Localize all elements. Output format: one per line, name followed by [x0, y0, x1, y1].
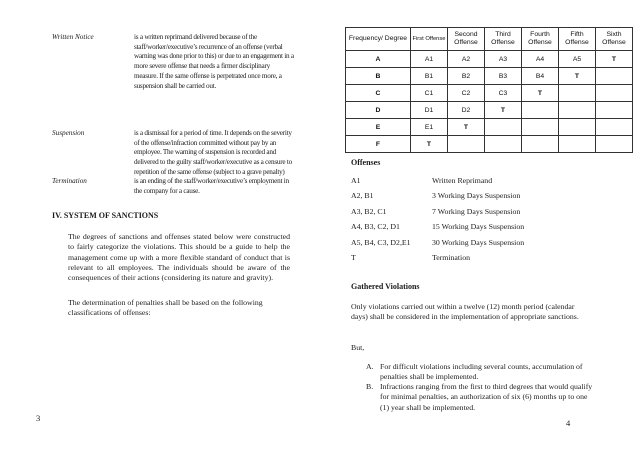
- offense-penalty: 30 Working Days Suspension: [432, 238, 525, 247]
- table-cell: A4: [522, 51, 559, 68]
- table-header-cell: Fifth Offense: [559, 28, 596, 51]
- table-header-cell: Fourth Offense: [522, 28, 559, 51]
- table-header-cell: Frequency/ Degree: [346, 28, 411, 51]
- table-cell: T: [485, 102, 522, 119]
- offense-penalty: 7 Working Days Suspension: [432, 207, 521, 216]
- table-cell: F: [346, 136, 411, 153]
- definition-term: Termination: [52, 177, 87, 185]
- table-cell: E: [346, 119, 411, 136]
- table-header-cell: Second Offense: [448, 28, 485, 51]
- gathered-violations-heading: Gathered Violations: [351, 282, 420, 291]
- list-text: Infractions ranging from the first to third degrees that would qualify for minimal penalties, an authorization of six (6) months up to one (1) year shall be implemented.: [380, 382, 593, 412]
- offense-code: A1: [351, 176, 361, 185]
- section-heading: IV. SYSTEM OF SANCTIONS: [52, 211, 159, 220]
- table-cell: [522, 136, 559, 153]
- table-cell: [596, 85, 633, 102]
- page-number-left: 3: [36, 413, 41, 423]
- definition-description: is a dismissal for a period of time. It depends on the severity of the offense/infraction committed without pay by an employee. The warning of suspension is recorded and delivered to the guilty staff/worker/executive as a censure to repetition of the same offense (subject to a grave penalty): [134, 129, 292, 176]
- but-text: But,: [351, 343, 365, 352]
- table-cell: T: [559, 68, 596, 85]
- table-cell: [522, 102, 559, 119]
- definition-description: is a written reprimand delivered because of the staff/worker/executive’s recurrence of an offense (verbal warning was done prior to this) or due to an engagement in a more severe offense that needs a firmer disciplinary measure. If the same offense is perpetrated once more, a suspension shall be carried out.: [134, 33, 294, 90]
- offense-penalty: 15 Working Days Suspension: [432, 222, 525, 231]
- table-cell: [596, 68, 633, 85]
- page-number-right: 4: [566, 418, 571, 428]
- table-cell: T: [448, 119, 485, 136]
- table-cell: B3: [485, 68, 522, 85]
- table-cell: C2: [448, 85, 485, 102]
- definition-term: Written Notice: [52, 33, 94, 41]
- offense-penalty: Termination: [432, 253, 470, 262]
- gathered-violations-paragraph: Only violations carried out within a twelve (12) month period (calendar days) shall be considered in the implementation of appropriate sanctions.: [351, 302, 579, 322]
- table-cell: [485, 119, 522, 136]
- table-cell: [485, 136, 522, 153]
- table-cell: A3: [485, 51, 522, 68]
- table-row: [346, 136, 633, 153]
- table-row: [346, 68, 633, 85]
- table-cell: [559, 85, 596, 102]
- definition-description: is an ending of the staff/worker/executive’s employment in the company for a cause.: [134, 177, 289, 195]
- table-cell: C1: [411, 85, 448, 102]
- list-letter: A.: [366, 362, 374, 371]
- table-cell: B: [346, 68, 411, 85]
- offense-code: T: [351, 253, 356, 262]
- list-text: For difficult violations including several counts, accumulation of penalties shall be implemented.: [380, 362, 583, 382]
- table-cell: B4: [522, 68, 559, 85]
- table-cell: [448, 136, 485, 153]
- table-row: [346, 102, 633, 119]
- table-cell: T: [411, 136, 448, 153]
- section-paragraph-1: The degrees of sanctions and offenses stated below were constructed to fairly categorize the violations. This should be a guide to help the management come up with a more flexible standard of conduct that is relevant to all employees. The individuals should be aware of the consequences of their actions (considering its nature and gravity).: [68, 232, 290, 283]
- table-cell: [559, 119, 596, 136]
- table-cell: A2: [448, 51, 485, 68]
- table-cell: [596, 119, 633, 136]
- table-cell: A1: [411, 51, 448, 68]
- sanctions-table: [345, 27, 633, 153]
- offense-code: A3, B2, C1: [351, 207, 387, 216]
- table-header-cell: Third Offense: [485, 28, 522, 51]
- table-cell: C3: [485, 85, 522, 102]
- offenses-heading: Offenses: [351, 158, 381, 167]
- table-row: [346, 85, 633, 102]
- table-cell: A: [346, 51, 411, 68]
- table-row: [346, 119, 633, 136]
- table-cell: B1: [411, 68, 448, 85]
- offense-penalty: Written Reprimand: [432, 176, 493, 185]
- table-cell: [559, 136, 596, 153]
- offense-code: A5, B4, C3, D2,E1: [351, 238, 411, 247]
- definition-term: Suspension: [52, 129, 85, 137]
- table-cell: E1: [411, 119, 448, 136]
- section-paragraph-2: The determination of penalties shall be based on the following classifications of offenses:: [68, 298, 263, 318]
- table-cell: [559, 102, 596, 119]
- table-header-cell: First Offense: [411, 28, 448, 51]
- list-letter: B.: [366, 382, 374, 391]
- offense-penalty: 3 Working Days Suspension: [432, 191, 521, 200]
- table-header-cell: Sixth Offense: [596, 28, 633, 51]
- table-cell: D: [346, 102, 411, 119]
- offense-code: A2, B1: [351, 191, 374, 200]
- table-header-row: [346, 28, 633, 51]
- table-row: [346, 51, 633, 68]
- offense-code: A4, B3, C2, D1: [351, 222, 400, 231]
- table-cell: C: [346, 85, 411, 102]
- table-cell: T: [596, 51, 633, 68]
- table-cell: D1: [411, 102, 448, 119]
- table-cell: [596, 102, 633, 119]
- table-cell: [522, 119, 559, 136]
- table-cell: T: [522, 85, 559, 102]
- table-cell: [596, 136, 633, 153]
- table-cell: D2: [448, 102, 485, 119]
- table-cell: A5: [559, 51, 596, 68]
- table-cell: B2: [448, 68, 485, 85]
